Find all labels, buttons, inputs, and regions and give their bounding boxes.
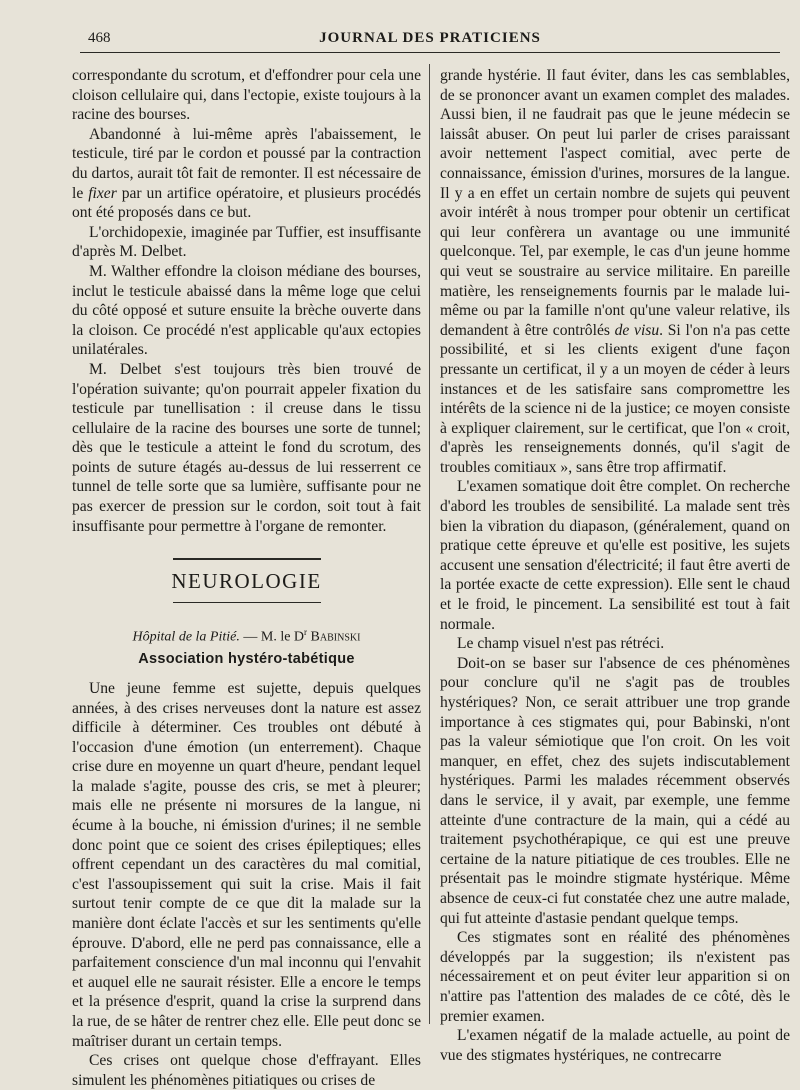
paragraph: grande hystérie. Il faut éviter, dans les cas semblables, de se prononcer avant un examen complet des malades. Aussi bien, il ne faudrait pas que le jeune médecin se laissât abuser. On peut lui parler de crises paraissant avoir nettement l'aspect comitial, avec perte de connaissance, émission d'urines, morsures de la langue. Il y a en effet un certain nombre de sujets qui peuvent avoir intérêt à nous tromper pour obtenir un certificat qui leur confèrera un avantage ou une immunité quelconque. Tel, par exemple, le cas d'un jeune homme qui veut se soustraire au service militaire. En pareille matière, les renseignements fournis par le malade lui-même ou par la famille n'ont qu'une valeur relative, ils demandent à être contrôlés de visu. Si l'on n'a pas cette possibilité, et si les clients exigent d'une façon pressante un certificat, il y a un moyen de céder à leurs instances et de les satisfaire sans compromettre les intérêts de la science ni de la justice; ce moyen consiste à expliquer clairement, sur le certificat, que l'on « croit, d'après les renseignements donnés, qu'il s'agit de troubles comitiaux », sans être trop affirmatif. bbox=[440, 67, 790, 476]
article-title: Association hystéro-tabétique bbox=[138, 650, 355, 667]
column-divider bbox=[429, 64, 430, 1024]
left-column bbox=[72, 66, 421, 1090]
running-title: JOURNAL DES PRATICIENS bbox=[319, 30, 541, 46]
section-title: NEUROLOGIE bbox=[171, 568, 322, 593]
page-header bbox=[80, 26, 780, 53]
paragraph: Abandonné à lui-même après l'abaissement, le testicule, tiré par le cordon et poussé par la contraction du dartos, aurait tôt fait de remonter. Il est nécessaire de le fixer par un artifice opératoire, et plusieurs procédés ont été proposés dans ce but. bbox=[72, 125, 421, 222]
paragraph: correspondante du scrotum, et d'effondrer pour cela une cloison cellulaire qui, dans l'ectopie, existe toujours à la racine des bourses. bbox=[72, 67, 421, 124]
byline: Hôpital de la Pitié. — M. le $D^r$ Babinski bbox=[132, 627, 361, 645]
paragraph: L'examen somatique doit être complet. On recherche d'abord les troubles de sensibilité. La malade sent très bien la vibration du diapason, (généralement, quand on pratique cette épreuve et qu'elle est positive, les sujets accusent une sensation d'électricité; il faut être averti de la portée exacte de cette expression). Elle sent le chaud et le froid, le pincement. La sensibilité est tout à fait normale. bbox=[440, 478, 790, 633]
paragraph: Ces stigmates sont en réalité des phénomènes développés par la suggestion; ils n'existent pas nécessairement et on peut éviter leur apparition si on n'attire pas l'attention des malades de ce côté, dès le premier examen. bbox=[440, 929, 790, 1025]
paragraph: Doit-on se baser sur l'absence de ces phénomènes pour conclure qu'il ne s'agit pas de troubles hystériques? Non, ce serait attribuer une trop grande importance à ces stigmates qui, pour Babinski, n'ont pas la valeur sémiotique que l'on croit. On les voit manquer, en effet, chez des sujets indiscutablement hystériques. Parmi les malades récemment observés dans le service, il y avait, par exemple, une femme atteinte d'une contracture de la main, qui a cédé au traitement psychothérapique, ce qui est une preuve certaine de la nature pitiatique de ces troubles. Elle ne présentait pas le moindre stigmate hystérique. Même absence de ceux-ci fut constatée chez une autre malade, qui fut atteinte d'astasie pendant quelque temps. bbox=[440, 654, 790, 927]
paragraph: M. Delbet s'est toujours très bien trouvé de l'opération suivante; qu'on pourrait appeler fixation du testicule par tunellisation : il creuse dans le tissu cellulaire de la racine des bourses une sorte de tunnel; dès que le testicule a atteint le fond du scrotum, des points de suture étagés au-dessus de lui resserrent ce tunnel de telle sorte que sa lumière, suffisante pour ne pas exercer de pression sur le cordon, soit tout à fait insuffisante pour permettre à l'organe de remonter. bbox=[72, 360, 421, 535]
section-rule-top bbox=[173, 558, 321, 560]
paragraph: Ces crises ont quelque chose d'effrayant. Elles simulent les phénomènes pitiatiques ou crises de bbox=[72, 1052, 421, 1089]
paragraph: Le champ visuel n'est pas rétréci. bbox=[457, 635, 665, 653]
right-column bbox=[440, 66, 790, 1065]
paragraph: M. Walther effondre la cloison médiane des bourses, inclut le testicule abaissé dans la même loge que celui du côté opposé et suture ensuite la brèche ouverte dans la cloison. Ce procédé n'est applicable qu'aux ectopies unilatérales. bbox=[72, 262, 421, 359]
paragraph: L'orchidopexie, imaginée par Tuffier, est insuffisante d'après M. Delbet. bbox=[72, 223, 421, 261]
page-number: 468 bbox=[88, 30, 111, 46]
paragraph: L'examen négatif de la malade actuelle, au point de vue des stigmates hystériques, ne contrecarre bbox=[440, 1027, 790, 1064]
paragraph: Une jeune femme est sujette, depuis quelques années, à des crises nerveuses dont la nature est assez difficile à déterminer. Ces troubles ont débuté à l'occasion d'une émotion (un enterrement). Chaque crise dure en moyenne un quart d'heure, pendant lequel la malade s'agite, pousse des cris, se met à pleurer; mais elle ne présente ni morsures de la langue, ni écume à la bouche, ni émission d'urines; il ne semble donc point que ce soient des crises épileptiques; elles offrent cependant un des caractères du mal comitial, c'est l'assoupissement qui suit la crise. Mais il fait surtout tenir compte de ce que dit la malade sur la manière dont éclate l'accès et sur les sentiments qu'elle éprouve. D'abord, elle ne perd pas connaissance, elle a parfaitement conscience d'un mal inconnu qui l'envahit et auquel elle ne saurait résister. Elle a encore le temps et la présence d'esprit, quand la crise la surprend dans la rue, de se hâter de rentrer chez elle. Elle peut donc se maîtriser durant un certain temps. bbox=[72, 679, 421, 1050]
section-heading-block bbox=[72, 558, 421, 669]
section-rule-bottom bbox=[173, 602, 321, 604]
